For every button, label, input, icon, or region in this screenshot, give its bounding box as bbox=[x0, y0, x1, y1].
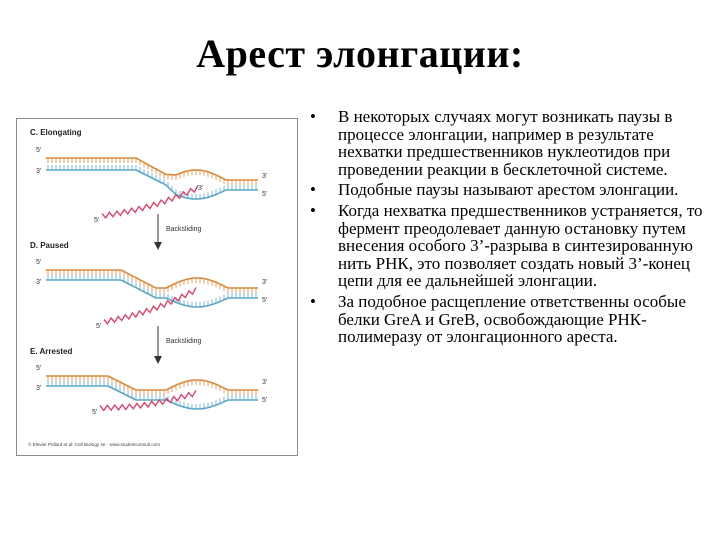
transcription-figure bbox=[16, 118, 298, 456]
dna-bottom-left-end: 3' bbox=[36, 168, 42, 175]
bullet-marker: • bbox=[310, 291, 316, 311]
dna-top-right-end: 3' bbox=[262, 279, 268, 286]
dna-top-right-end: 3' bbox=[262, 173, 268, 180]
bullet-list bbox=[306, 108, 712, 349]
dna-top-right-end: 3' bbox=[262, 379, 268, 386]
rna-5-end: 5' bbox=[96, 323, 102, 330]
bullet-item bbox=[306, 202, 712, 290]
panel-label: D. Paused bbox=[30, 241, 69, 250]
bullet-text: Подобные паузы называют арестом элонгации. bbox=[338, 180, 679, 200]
bullet-marker: • bbox=[310, 200, 316, 220]
dna-top-left-end: 5' bbox=[36, 365, 42, 372]
bullet-item bbox=[306, 108, 712, 178]
dna-bottom-right-end: 5' bbox=[262, 297, 268, 304]
dna-bottom-right-end: 5' bbox=[262, 397, 268, 404]
bullet-item bbox=[306, 181, 712, 199]
bullet-text: В некоторых случаях могут возникать паузы в процессе элонгации, например в результате нехватки предшественников нуклеотидов при проведении реакции в бесклеточной системе. bbox=[338, 107, 673, 179]
bullet-text: За подобное расщепление ответственны особые белки GreA и GreB, освобождающие РНК-полимеразу от элонгационного ареста. bbox=[338, 291, 686, 347]
arrow-label: Backsliding bbox=[166, 226, 202, 233]
dna-top-left-end: 5' bbox=[36, 147, 42, 154]
rna-3-end: 3' bbox=[198, 185, 204, 192]
elongation-diagram bbox=[16, 118, 298, 456]
arrow-label: Backsliding bbox=[166, 338, 202, 345]
bullet-text: Когда нехватка предшественников устраняется, то фермент преодолевает данную остановку путем внесения особого 3’-разрыва в синтезированную нить РНК, это позволяет создать новый 3’-конец цепи для ее дальнейшей элонгации. bbox=[338, 200, 703, 291]
bullet-marker: • bbox=[310, 180, 316, 200]
bullet-item bbox=[306, 293, 712, 346]
rna-5-end: 5' bbox=[94, 217, 100, 224]
panel-label: E. Arrested bbox=[30, 347, 73, 356]
panel-label: C. Elongating bbox=[30, 128, 82, 137]
rna-5-end: 5' bbox=[92, 409, 98, 416]
dna-bottom-right-end: 5' bbox=[262, 191, 268, 198]
dna-bottom-left-end: 3' bbox=[36, 385, 42, 392]
dna-top-left-end: 5' bbox=[36, 259, 42, 266]
bullet-marker: • bbox=[310, 107, 316, 126]
slide-title: Арест элонгации: bbox=[196, 31, 524, 76]
dna-bottom-left-end: 3' bbox=[36, 279, 42, 286]
figure-credit: © Elevier Pollard et al: Cell Biology 2e · www.studentconsult.com bbox=[28, 442, 161, 447]
